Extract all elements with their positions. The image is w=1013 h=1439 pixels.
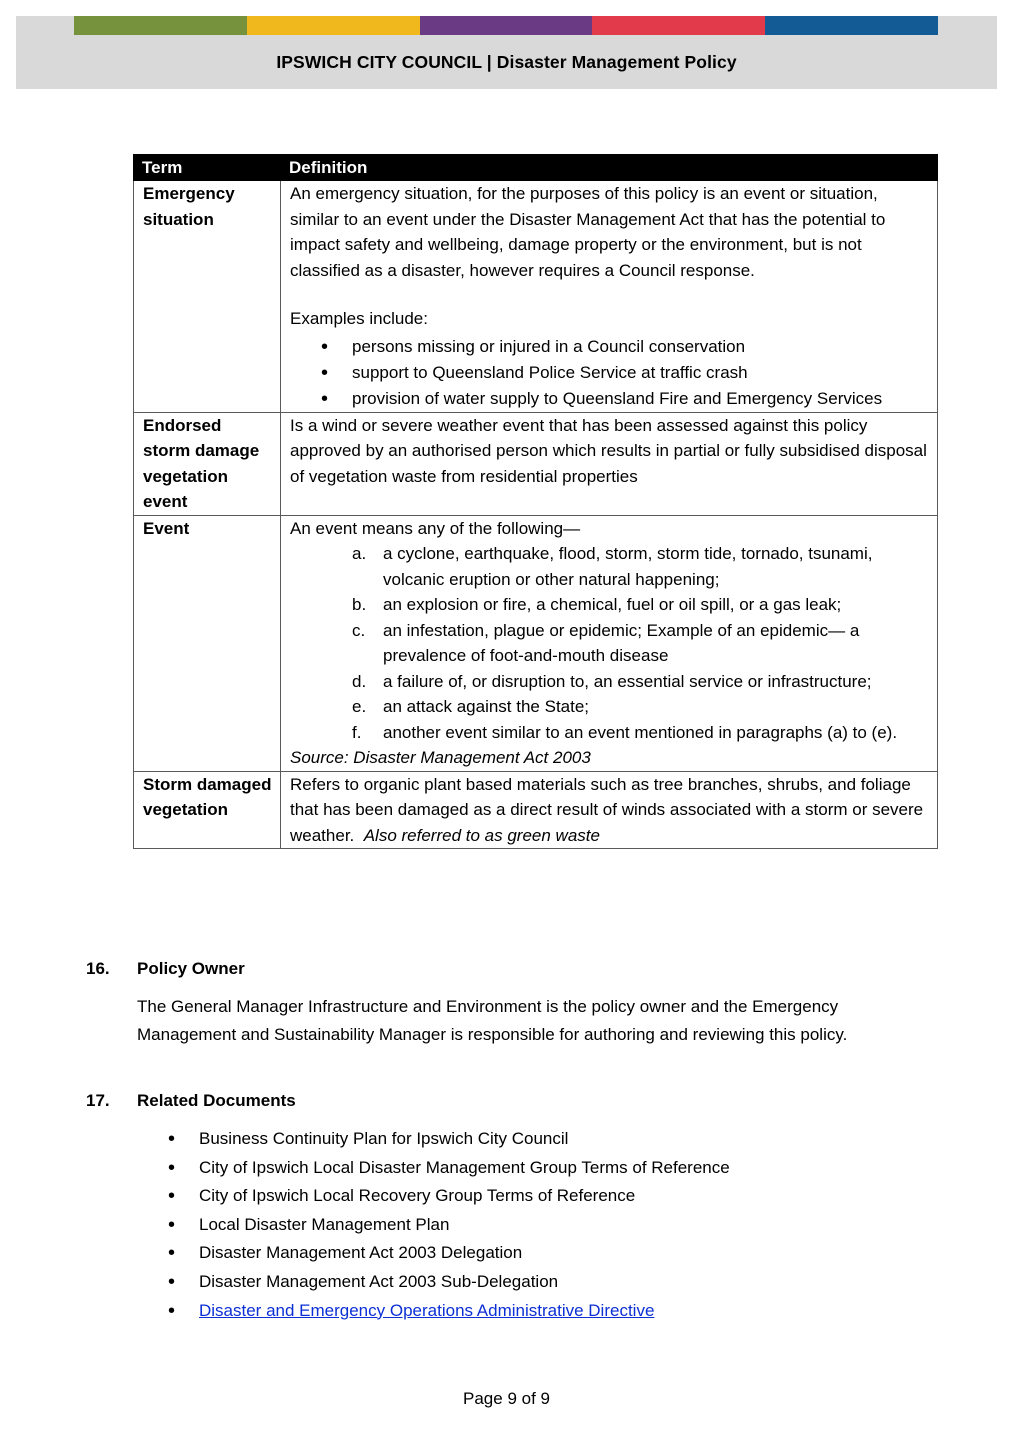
- color-bar-segment: [592, 16, 765, 35]
- section-number-related: 17.: [86, 1091, 110, 1110]
- term-cell: Emergency situation: [134, 181, 281, 413]
- color-bar-segment: [765, 16, 938, 35]
- list-item: [352, 541, 929, 592]
- list-text: an infestation, plague or epidemic; Example of an epidemic— a prevalence of foot-and-mouth disease: [383, 620, 860, 665]
- list-item: • provision of water supply to Queensland Fire and Emergency Services: [352, 386, 929, 412]
- page-number: Page 9 of 9: [463, 1389, 550, 1408]
- table-row: [134, 412, 938, 515]
- definition-text: An emergency situation, for the purposes of this policy is an event or situation, similar to an event under the Disaster Management Act that has the potential to impact safety and wellbeing, damage property or the environment, but is not classified as a disaster, however requires a Council response.: [290, 184, 886, 280]
- column-header-definition: Definition: [281, 155, 938, 181]
- list-text: a cyclone, earthquake, flood, storm, storm tide, tornado, tsunami, volcanic eruption or other natural happening;: [383, 544, 873, 589]
- list-text: an explosion or fire, a chemical, fuel or oil spill, or a gas leak;: [383, 595, 842, 614]
- examples-list: [290, 334, 929, 412]
- section-title-related: Related Documents: [137, 1091, 296, 1110]
- list-item: • City of Ipswich Local Disaster Management Group Terms of Reference: [199, 1154, 730, 1183]
- list-item: • Disaster Management Act 2003 Delegation: [199, 1239, 730, 1268]
- list-item: • Disaster Management Act 2003 Sub-Delegation: [199, 1268, 730, 1297]
- definition-text: Is a wind or severe weather event that has been assessed against this policy approved by an authorised person which results in partial or fully subsidised disposal of vegetation waste from residential properties: [290, 415, 927, 486]
- color-bar-segment: [420, 16, 593, 35]
- list-item: • Local Disaster Management Plan: [199, 1211, 730, 1240]
- list-item: [352, 720, 929, 746]
- list-text: a failure of, or disruption to, an essential service or infrastructure;: [383, 671, 872, 691]
- table-header-row: [134, 155, 938, 181]
- definition-cell: [281, 181, 938, 413]
- list-marker: a.: [352, 544, 367, 563]
- list-text: an attack against the State;: [383, 697, 590, 716]
- source-citation: Source: Disaster Management Act 2003: [290, 748, 591, 767]
- list-item: • City of Ipswich Local Recovery Group Terms of Reference: [199, 1182, 730, 1211]
- list-item: • Business Continuity Plan for Ipswich City Council: [199, 1125, 730, 1154]
- section-number-owner: 16.: [86, 959, 110, 978]
- definition-main: Refers to organic plant based materials such as tree branches, shrubs, and foliage that has been damaged as a direct result of winds associated with a storm or severe weather.: [290, 774, 924, 845]
- color-bar-segment: [247, 16, 420, 35]
- header-title: IPSWICH CITY COUNCIL | Disaster Management Policy: [276, 52, 737, 72]
- directive-link[interactable]: Disaster and Emergency Operations Administrative Directive: [199, 1300, 655, 1320]
- list-marker: f.: [352, 722, 362, 742]
- definition-cell: [281, 412, 938, 515]
- definition-note: Also referred to as green waste: [363, 825, 600, 845]
- related-documents-list: [199, 1125, 730, 1325]
- list-marker: d.: [352, 671, 367, 691]
- definition-text: [290, 772, 929, 849]
- definition-cell: [281, 515, 938, 771]
- list-item: [352, 618, 929, 669]
- section-title-owner: Policy Owner: [137, 959, 245, 978]
- column-header-term: Term: [134, 155, 281, 181]
- list-marker: c.: [352, 620, 366, 640]
- list-text: another event similar to an event mentioned in paragraphs (a) to (e).: [383, 722, 898, 742]
- list-item: • persons missing or injured in a Council conservation: [352, 334, 929, 360]
- list-item: [199, 1297, 730, 1326]
- header-color-bar: [74, 16, 938, 35]
- definition-cell: [281, 771, 938, 849]
- definition-intro: An event means any of the following—: [290, 518, 581, 538]
- list-item: • support to Queensland Police Service at traffic crash: [352, 360, 929, 386]
- event-list: [290, 541, 929, 745]
- examples-label: Examples include:: [290, 309, 428, 328]
- table-row: [134, 771, 938, 849]
- term-cell: Event: [134, 515, 281, 771]
- list-item: [352, 592, 929, 618]
- list-item: [352, 669, 929, 695]
- term-cell: Endorsed storm damage vegetation event: [134, 412, 281, 515]
- list-item: [352, 694, 929, 720]
- list-marker: b.: [352, 595, 367, 614]
- definitions-table: [133, 154, 938, 849]
- table-row: [134, 515, 938, 771]
- policy-owner-text: The General Manager Infrastructure and Environment is the policy owner and the Emergency Management and Sustainability Manager is responsible for authoring and reviewing this policy.: [137, 997, 848, 1044]
- term-cell: Storm damaged vegetation: [134, 771, 281, 849]
- color-bar-segment: [74, 16, 247, 35]
- table-row: [134, 181, 938, 413]
- list-marker: e.: [352, 697, 367, 716]
